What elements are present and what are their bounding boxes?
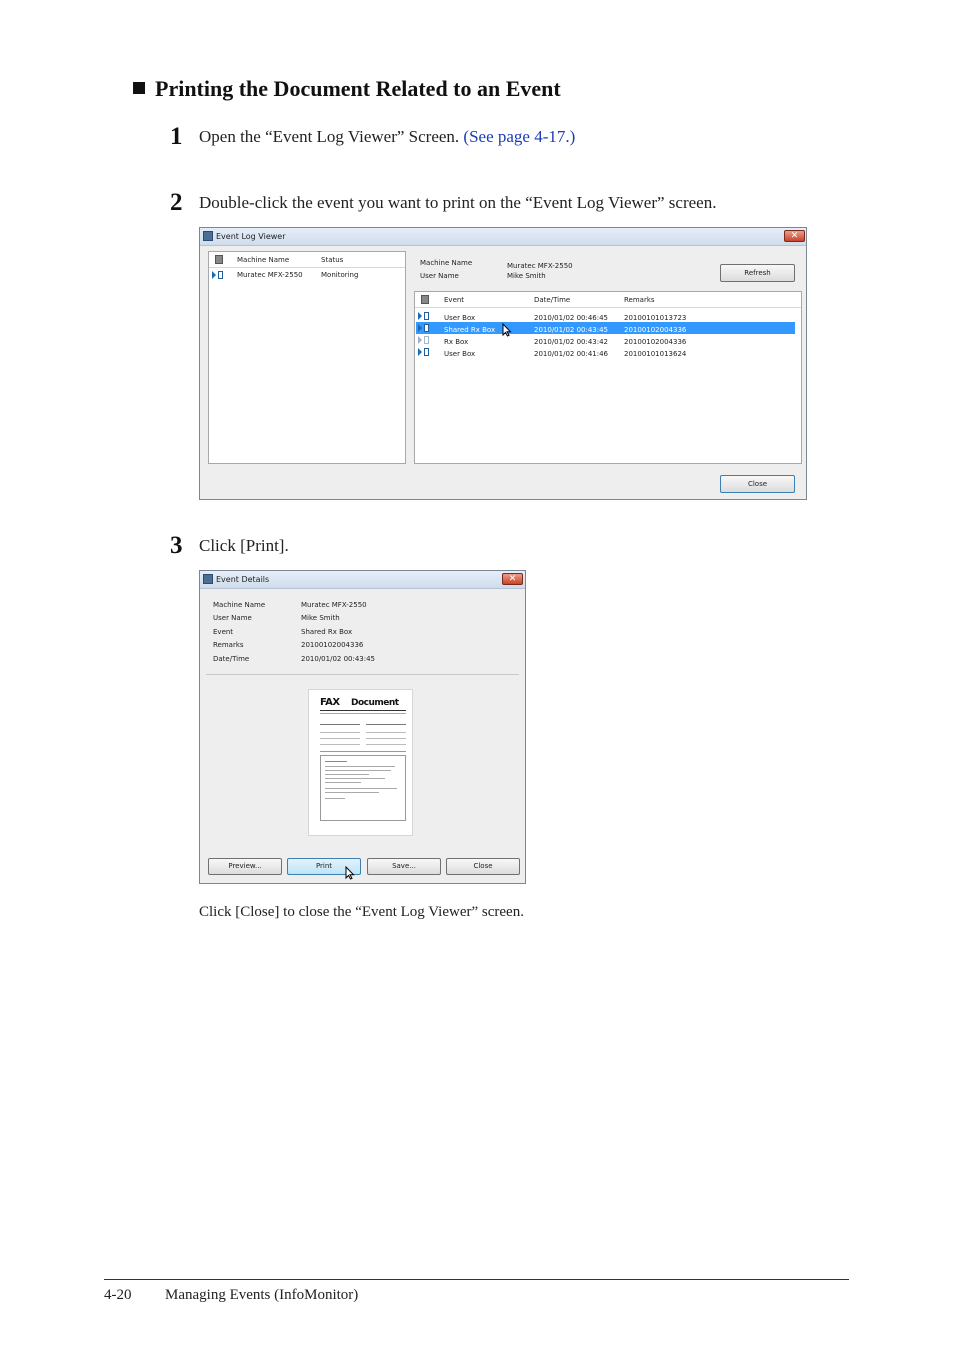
preview-text-line xyxy=(325,770,391,771)
step-3-text: Click [Print]. xyxy=(199,536,289,555)
event-arrow-icon xyxy=(418,336,422,344)
remarks-cell: 20100101013723 xyxy=(624,314,687,322)
event-log-viewer-titlebar xyxy=(200,228,806,246)
preview-text-line xyxy=(325,798,345,799)
event-icon xyxy=(424,312,429,320)
machine-list-header xyxy=(209,252,405,268)
event-log-viewer-title: Event Log Viewer xyxy=(216,232,286,241)
event-row[interactable] xyxy=(416,334,800,346)
machine-name-column-header[interactable]: Machine Name xyxy=(237,256,290,264)
event-column-header[interactable]: Event xyxy=(444,296,465,304)
field-value: Shared Rx Box xyxy=(301,628,353,636)
preview-fax-title: FAX xyxy=(320,697,340,708)
preview-text-line xyxy=(325,761,347,762)
window-close-icon[interactable]: ✕ xyxy=(502,573,523,585)
remarks-cell: 20100101013624 xyxy=(624,350,687,358)
preview-line xyxy=(320,751,406,752)
footer-rule xyxy=(104,1279,849,1280)
preview-text-line xyxy=(325,778,385,779)
datetime-cell: 2010/01/02 00:41:46 xyxy=(534,350,609,358)
event-cell: User Box xyxy=(444,350,476,358)
machine-list-panel xyxy=(208,251,406,464)
remarks-column-header[interactable]: Remarks xyxy=(624,296,655,304)
preview-text-line xyxy=(325,792,379,793)
field-label: Event xyxy=(213,628,234,636)
datetime-cell: 2010/01/02 00:43:42 xyxy=(534,338,609,346)
remarks-cell: 20100102004336 xyxy=(624,338,687,346)
field-value: Muratec MFX-2550 xyxy=(301,601,367,609)
field-label: Remarks xyxy=(213,641,244,649)
divider xyxy=(206,674,519,675)
event-arrow-icon xyxy=(418,348,422,356)
preview-text-line xyxy=(325,782,361,783)
document-preview[interactable] xyxy=(308,689,413,836)
event-icon xyxy=(424,324,429,332)
preview-text-line xyxy=(325,774,369,775)
event-icon xyxy=(424,348,429,356)
machine-name-label: Machine Name xyxy=(420,259,473,267)
app-icon xyxy=(203,574,213,584)
user-name-label: User Name xyxy=(420,272,459,280)
footer-page-number: 4-20 xyxy=(104,1287,132,1303)
user-name-value: Mike Smith xyxy=(507,272,546,280)
preview-line xyxy=(366,744,406,745)
section-heading-text: Printing the Document Related to an Event xyxy=(155,76,561,101)
preview-body-box xyxy=(320,755,406,821)
event-arrow-icon xyxy=(418,312,422,320)
event-list-panel xyxy=(414,291,802,464)
event-details-window xyxy=(199,570,526,884)
see-page-link[interactable]: (See page 4-17.) xyxy=(463,127,576,146)
field-label: Machine Name xyxy=(213,601,266,609)
field-label: Date/Time xyxy=(213,655,250,663)
preview-line xyxy=(320,744,360,745)
preview-line xyxy=(320,724,360,725)
field-value: Mike Smith xyxy=(301,614,340,622)
machine-row[interactable] xyxy=(210,269,404,281)
step-1-instruction: Open the “Event Log Viewer” Screen. xyxy=(199,127,464,146)
step-1-number: 1 xyxy=(170,123,183,150)
status-column-header[interactable]: Status xyxy=(321,256,344,264)
event-details-title: Event Details xyxy=(216,575,270,584)
field-label: User Name xyxy=(213,614,252,622)
column-icon xyxy=(421,295,429,304)
app-icon xyxy=(203,231,213,241)
remarks-cell: 20100102004336 xyxy=(624,326,687,334)
step-2-number: 2 xyxy=(170,189,183,216)
save-button[interactable]: Save... xyxy=(367,858,441,875)
footer-section-title: Managing Events (InfoMonitor) xyxy=(165,1287,359,1303)
event-row[interactable] xyxy=(416,346,800,358)
machine-name-cell: Muratec MFX-2550 xyxy=(237,271,303,279)
datetime-column-header[interactable]: Date/Time xyxy=(534,296,571,304)
event-cell: Rx Box xyxy=(444,338,469,346)
preview-text-line xyxy=(325,788,397,789)
square-bullet-icon xyxy=(133,82,145,94)
preview-rule xyxy=(320,710,406,711)
status-cell: Monitoring xyxy=(321,271,359,279)
preview-text-line xyxy=(325,766,395,767)
close-button[interactable]: Close xyxy=(720,475,795,493)
step-2-text: Double-click the event you want to print on the “Event Log Viewer” screen. xyxy=(199,193,717,212)
closing-note: Click [Close] to close the “Event Log Viewer” screen. xyxy=(199,904,524,920)
field-value: 2010/01/02 00:43:45 xyxy=(301,655,376,663)
print-button[interactable]: Print xyxy=(287,858,361,875)
preview-line xyxy=(320,732,360,733)
event-row-selected[interactable] xyxy=(416,322,795,334)
window-close-icon[interactable]: ✕ xyxy=(784,230,805,242)
preview-line xyxy=(366,732,406,733)
event-list-header xyxy=(415,292,801,308)
datetime-cell: 2010/01/02 00:43:45 xyxy=(534,326,609,334)
preview-line xyxy=(366,738,406,739)
details-close-button[interactable]: Close xyxy=(446,858,520,875)
event-icon xyxy=(424,336,429,344)
event-cell: User Box xyxy=(444,314,476,322)
machine-icon xyxy=(218,271,223,279)
machine-name-value: Muratec MFX-2550 xyxy=(507,262,573,270)
event-log-viewer-window xyxy=(199,227,807,500)
datetime-cell: 2010/01/02 00:46:45 xyxy=(534,314,609,322)
current-row-arrow-icon xyxy=(212,271,216,279)
preview-button[interactable]: Preview... xyxy=(208,858,282,875)
mouse-cursor-icon xyxy=(345,866,355,880)
step-3-number: 3 xyxy=(170,532,183,559)
preview-line xyxy=(366,724,406,725)
preview-line xyxy=(320,738,360,739)
refresh-button[interactable]: Refresh xyxy=(720,264,795,282)
event-details-titlebar xyxy=(200,571,525,589)
event-cell: Shared Rx Box xyxy=(444,326,496,334)
section-heading xyxy=(133,76,561,102)
preview-rule xyxy=(320,713,406,714)
preview-document-title: Document xyxy=(351,698,399,708)
step-1-text xyxy=(199,127,575,147)
event-arrow-icon xyxy=(418,324,422,332)
event-row[interactable] xyxy=(416,310,800,322)
column-icon xyxy=(215,255,223,264)
field-value: 20100102004336 xyxy=(301,641,364,649)
